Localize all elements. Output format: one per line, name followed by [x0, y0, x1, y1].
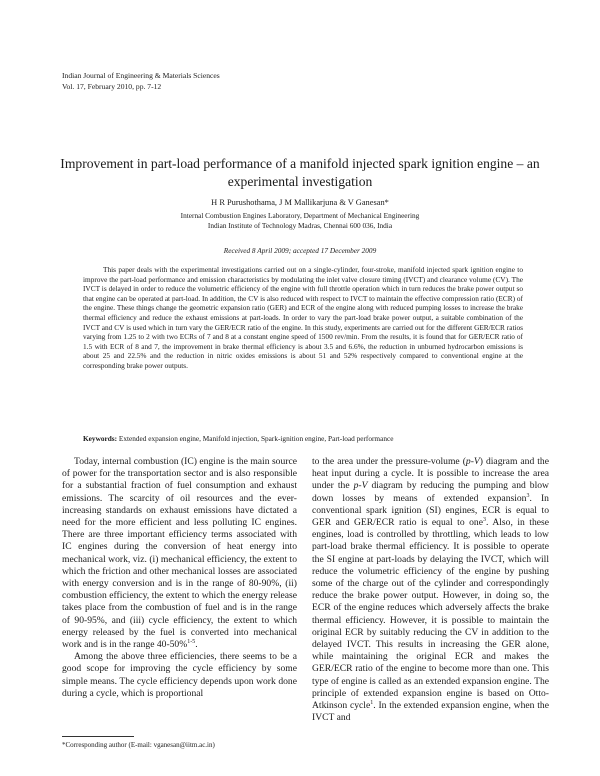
paragraph-text: diagram by reducing the pumping and blow down losses by means of extended expansion: [312, 480, 549, 504]
journal-name: Indian Journal of Engineering & Materials Sciences: [62, 71, 220, 80]
paragraph-text: . In the extended expansion engine, when the IVCT and: [312, 700, 549, 724]
author-list: H R Purushothama, J M Mallikarjuna & V Ganesan*: [211, 198, 389, 207]
keywords-text: Extended expansion engine, Manifold injection, Spark-ignition engine, Part-load performance: [118, 434, 394, 443]
paper-title: Improvement in part-load performance of a manifold injected spark ignition engine – an experimental investigation: [60, 156, 540, 189]
math-term: p-V: [353, 480, 368, 492]
keywords: [83, 434, 523, 443]
paragraph-text: . Also, in these engines, load is controlled by throttling, which leads to low part-load brake thermal efficiency. It is possible to operate the SI engine at part-loads by delaying the IVCT, which will reduce the volumetric efficiency of the engine by pushing some of the charge out of the cylinder and correspondingly reduce the brake power output. However, in doing so, the ECR of the engine reduces which adversely affects the brake thermal efficiency. However, it is possible to maintain the original ECR by suitably reducing the CV in addition to the delayed IVCT. This results in increasing the GER alone, while maintaining the original ECR and makes the GER/ECR ratio of the engine to become more than one. This type of engine is called as an extended expansion engine. The principle of extended expansion engine is based on Otto-Atkinson cycle: [312, 517, 549, 712]
journal-header: [62, 70, 220, 92]
citation: 3: [482, 516, 486, 523]
body-column-left: [62, 456, 297, 700]
footnote: *Corresponding author (E-mail: vganesan@iitm.ac.in): [62, 741, 215, 749]
body-column-right: [312, 456, 549, 724]
paragraph: [62, 456, 297, 651]
keywords-label: Keywords:: [83, 434, 118, 443]
abstract: This paper deals with the experimental investigations carried out on a single-cylinder, four-stroke, manifold injected spark ignition engine to improve the part-load performance and emission characteristics by modulating the inlet valve closure timing (IVCT) and clearance volume (CV). The IVCT is delayed in order to reduce the volumetric efficiency of the engine with full throttle operation which in turn reduces the brake power output so that engine can be operated at part-load. In addition, the CV is also reduced with respect to IVCT to maintain the effective compression ratio (ECR) of the engine. These things change the geometric expansion ratio (GER) and ECR of the engine along with reduced pumping losses to increase the brake thermal efficiency and reduce the exhaust emissions at part-loads. In order to vary the part-load brake power output, a suitable combination of the IVCT and CV is used which in turn vary the GER/ECR ratio of the engine. In this study, experiments are carried out for the different GER/ECR ratios varying from 1.25 to 2 with two ECRs of 7 and 8 at a constant engine speed of 1500 rev/min. From the results, it is found that for GER/ECR ratio of 1.5 with ECR of 8 and 7, the improvement in brake thermal efficiency is about 3.5 and 6.6%, the reduction in unburned hydrocarbon emissions is about 25 and 22.5% and the reduction in nitric oxides emissions is about 51 and 52% respectively compared to conventional engine at the corresponding brake power outputs.: [83, 265, 523, 370]
affiliation-line: Internal Combustion Engines Laboratory, Department of Mechanical Engineering: [180, 211, 420, 220]
citation: 3: [526, 492, 530, 499]
paragraph-text: to the area under the pressure-volume (: [312, 456, 466, 467]
paragraph-text: Today, internal combustion (IC) engine is the main source of power for the transportation sector and is also responsible for a substantial fraction of fuel consumption and exhaust emissions. The scarcity of oil resources and the ever-increasing standards on exhaust emissions have dictated a need for the more efficient and less polluting IC engines. There are three important efficiency terms associated with IC engines during the conversion of heat energy into mechanical work, viz. (i) mechanical efficiency, the extent to which the friction and other mechanical losses are associated with energy conversion and is in the range of 80-90%, (ii) combustion efficiency, the extent to which the energy release takes place from the combustion of fuel and is in the range of 90-95%, and (iii) cycle efficiency, the extent to which energy released by the fuel is converted into mechanical work and is in the range 40-50%: [62, 456, 297, 651]
paragraph: Among the above three efficiencies, there seems to be a good scope for improving the cycle efficiency by some simple means. The cycle efficiency depends upon work done during a cycle, which is proportional: [62, 651, 297, 699]
paragraph-text: . In conventional spark ignition (SI) engines, ECR is equal to GER and GER/ECR ratio is equal to one: [312, 492, 549, 529]
received-dates: Received 8 April 2009; accepted 17 December 2009: [223, 246, 377, 255]
math-term: p-V: [465, 456, 480, 467]
paragraph-text: ) diagram and the heat input during a cycle. It is possible to increase the area under the: [312, 456, 549, 492]
paragraph: [312, 456, 549, 724]
footnote-divider: [62, 736, 134, 737]
citation: 1: [370, 699, 374, 706]
paragraph-text: .: [195, 639, 198, 651]
affiliation: [60, 211, 540, 231]
affiliation-line: Indian Institute of Technology Madras, Chennai 600 036, India: [207, 221, 393, 230]
citation: 1-5: [187, 638, 196, 645]
journal-issue: Vol. 17, February 2010, pp. 7-12: [62, 82, 162, 91]
